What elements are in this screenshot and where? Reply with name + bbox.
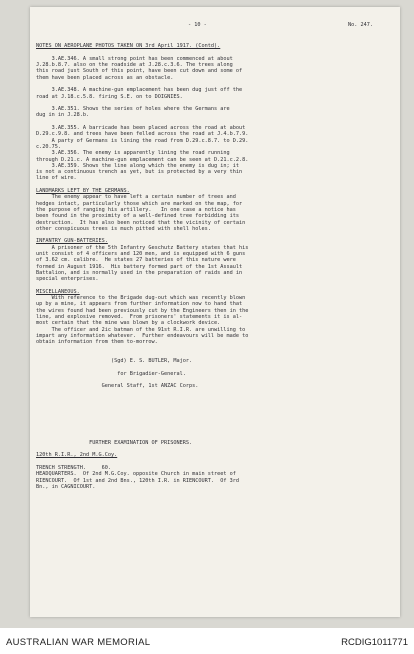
- document-body: [36, 9, 396, 497]
- document-line: been found in the proximity of a well-defined tree forbidding its: [36, 213, 240, 220]
- document-line: 3.AE.356. The enemy is apparently lining the road running: [36, 150, 230, 157]
- document-line: line, and explosive removed. From prisoners' statements it is al-: [36, 313, 243, 320]
- document-line: The enemy appear to have left a certain number of trees and: [36, 194, 236, 201]
- document-line: other conspicuous trees is much pitted with shell holes.: [36, 225, 211, 232]
- document-line: A prisoner of the 5th Infantry Geschutz Battery states that his: [36, 244, 249, 251]
- document-line: them have been placed across as an obstacle.: [36, 74, 174, 81]
- document-line: special enterprises.: [36, 276, 99, 283]
- document-line: LANDMARKS LEFT BY THE GERMANS.: [36, 188, 130, 195]
- document-line: destruction. It has also been noticed that the vicinity of certain: [36, 219, 246, 226]
- document-line: FURTHER EXAMINATION OF PRISONERS.: [36, 439, 193, 446]
- document-line: (Sgd) E. S. BUTLER, Major.: [36, 358, 193, 365]
- document-line: With reference to the Brigade dug-out which was recently blown: [36, 295, 246, 302]
- document-line: road at J.18.c.5.8. firing S.E. on to DOIGNIES.: [36, 93, 183, 100]
- document-line: General Staff, 1st ANZAC Corps.: [36, 383, 199, 390]
- document-line: 3.AE.355. A barricade has been placed across the road at about: [36, 125, 246, 132]
- document-line: the wires found had been previously cut by the Engineers then in the: [36, 307, 249, 314]
- document-line: line of wire.: [36, 175, 77, 182]
- document-line: TRENCH STRENGTH. 60.: [36, 465, 111, 472]
- document-line: NOTES ON AEROPLANE PHOTOS TAKEN ON 3rd April 1917. (Contd).: [36, 43, 221, 50]
- archive-footer: [0, 628, 414, 654]
- document-line: obtain information from them to-morrow.: [36, 339, 158, 346]
- document-line: 3.AE.351. Shows the series of holes where the Germans are: [36, 106, 230, 113]
- document-line: 3.AE.348. A machine-gun emplacement has been dug just off the: [36, 87, 243, 94]
- document-line: is not a continuous trench as yet, but is protected by a very thin: [36, 169, 243, 176]
- document-line: most certain that the mine was blown by a clockwork device.: [36, 320, 221, 327]
- document-line: Bn., in CAGNICOURT.: [36, 483, 96, 490]
- document-line: the purpose of ranging his artillery. In one case a notice has: [36, 206, 236, 213]
- document-line: hedges intact, particularly those which are marked on the map, for: [36, 200, 243, 207]
- document-line: 3.AE.359. Shows the line along which the enemy is dug in; it: [36, 162, 240, 169]
- document-line: 3.AE.346. A small strong point has been commenced at about: [36, 55, 233, 62]
- document-line: 120th R.I.R., 2nd M.G.Coy.: [36, 452, 118, 459]
- document-line: of 3.62 cm. calibre. He states 27 batteries of this nature were: [36, 257, 236, 264]
- document-line: HEADQUARTERS. Of 2nd M.G.Coy. opposite Church in main street of: [36, 471, 236, 478]
- document-line: through D.21.c. A machine-gun emplacement can be seen at D.21.c.2.8.: [36, 156, 249, 163]
- page-number: - 10 -: [188, 21, 207, 28]
- page-header: [36, 22, 396, 31]
- document-line: this road just South of this point, have been cut down and some of: [36, 68, 243, 75]
- document-line: MISCELLANEOUS.: [36, 288, 80, 295]
- document-text: [36, 43, 396, 490]
- archive-name: AUSTRALIAN WAR MEMORIAL: [6, 637, 151, 648]
- document-line: Battalion, and is normally used in the preparation of raids and in: [36, 269, 243, 276]
- document-line: for Brigadier-General.: [36, 370, 186, 377]
- document-line: formed in August 1916. His battery formed part of the 1st Assault: [36, 263, 243, 270]
- document-line: RIENCOURT. Of 1st and 2nd Bns., 120th I.R. in RIENCOURT. Of 3rd: [36, 477, 240, 484]
- document-line: D.29.c.9.8. and trees have been felled across the road at J.4.b.7.9.: [36, 131, 249, 138]
- document-line: up by a mine, it appears from further information now to hand that: [36, 301, 243, 308]
- document-line: dug in in J.28.b.: [36, 112, 90, 119]
- document-line: A party of Germans is lining the road from D.29.c.8.7. to D.29.: [36, 137, 249, 144]
- document-line: unit consist of 4 officers and 120 men, and is equipped with 6 guns: [36, 250, 246, 257]
- document-line: The officer and 2ic batman of the 91st R.I.R. are unwilling to: [36, 326, 246, 333]
- document-number: No. 247.: [348, 21, 373, 28]
- archive-reference: RCDIG1011771: [341, 637, 408, 648]
- document-line: c.20.75.: [36, 143, 61, 150]
- document-line: impart any information whatever. Further endeavours will be made to: [36, 332, 249, 339]
- document-line: J.28.b.8.7. also on the roadside at J.28.c.3.6. The trees along: [36, 62, 233, 69]
- document-line: INFANTRY GUN-BATTERIES.: [36, 238, 108, 245]
